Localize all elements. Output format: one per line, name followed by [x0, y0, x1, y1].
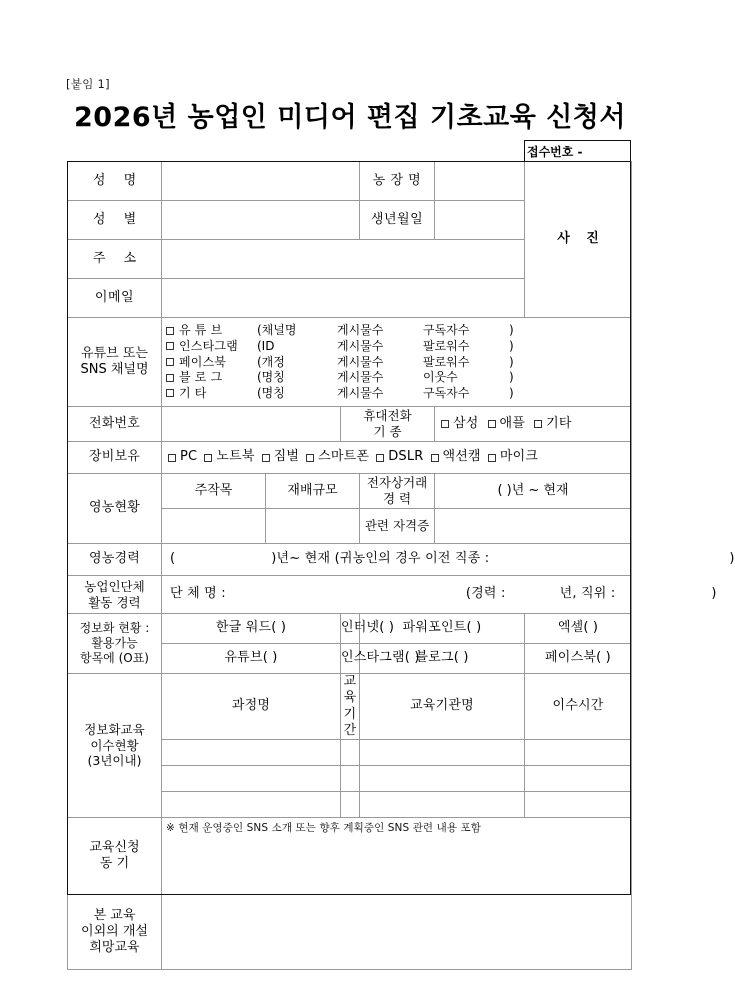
sns-channel-paren: (개정 [257, 354, 285, 369]
table-row-motivation [68, 818, 632, 895]
field-related-certificate[interactable] [435, 509, 632, 544]
label-education-line3: (3년이내) [87, 753, 142, 769]
career-suffix: ) [729, 551, 735, 567]
checkbox-icon[interactable] [431, 454, 439, 462]
sns-channel-item[interactable] [166, 354, 631, 370]
phone-model-option-label: 애플 [499, 415, 526, 431]
career-mid: )년~ 현재 (귀농인의 경우 이전 직종 : [271, 551, 490, 567]
receipt-number-label: 접수번호 - [527, 144, 583, 159]
label-other-wish [68, 895, 162, 970]
attachment-tag: [붙임 1] [66, 77, 110, 91]
application-form-table [67, 161, 735, 970]
informatization-item[interactable]: 유튜브( ) [162, 644, 341, 674]
field-address[interactable] [162, 240, 525, 279]
equipment-option[interactable] [488, 449, 538, 465]
label-ecommerce-line2: 경 력 [382, 491, 412, 506]
sns-channel-paren: (ID [257, 338, 275, 353]
label-email: 이메일 [68, 279, 162, 318]
label-education-history [68, 674, 162, 818]
field-phone[interactable] [162, 407, 341, 442]
label-gender: 성 별 [68, 201, 162, 240]
field-organization[interactable] [162, 576, 717, 614]
organization-detail-year: 년, 직위 : [559, 586, 616, 602]
checkbox-icon[interactable] [441, 420, 449, 428]
table-row-other-wish [68, 895, 632, 970]
header-education-period: 교육기간 [341, 674, 360, 740]
field-birthdate[interactable] [435, 201, 525, 240]
label-informatization-line2: 활용가능 [91, 636, 138, 650]
sns-channel-posts: 게시물수 [337, 338, 384, 353]
receipt-number-box [524, 140, 631, 161]
table-row-farming-career [68, 544, 632, 576]
sns-channel-close: ) [509, 370, 514, 385]
label-related-certificate: 관련 자격증 [360, 509, 435, 544]
sns-channel-metric: 팔로워수 [423, 354, 470, 369]
field-farming-career[interactable] [162, 544, 735, 576]
informatization-item[interactable]: 페이스북( ) [525, 644, 632, 674]
sns-channel-list [162, 319, 631, 405]
checkbox-icon[interactable] [262, 454, 270, 462]
career-prefix: ( [170, 551, 176, 567]
equipment-option[interactable] [204, 449, 254, 465]
table-row-phone [68, 407, 632, 442]
label-other-wish-line3: 희망교육 [89, 940, 140, 956]
sns-channel-metric: 구독자수 [423, 323, 470, 338]
phone-model-option[interactable] [441, 416, 479, 432]
sns-channel-paren: (명칭 [257, 370, 285, 385]
checkbox-icon[interactable] [166, 342, 174, 350]
organization-detail-close: ) [711, 586, 717, 602]
label-farming-career: 영농경력 [68, 544, 162, 576]
phone-model-option-label: 삼성 [453, 415, 479, 431]
label-phone-model [341, 407, 435, 442]
header-institution-name: 교육기관명 [360, 674, 525, 740]
organization-text [162, 583, 717, 605]
sns-channel-posts: 게시물수 [337, 370, 384, 385]
phone-model-options-cell [435, 407, 632, 442]
label-ecommerce-career [360, 474, 435, 509]
cell-institution-name[interactable] [360, 740, 525, 766]
sns-channel-posts: 게시물수 [337, 385, 384, 400]
sns-channel-paren: (채널명 [257, 323, 297, 338]
label-education-line2: 이수현황 [90, 737, 139, 753]
equipment-option[interactable] [306, 449, 369, 465]
sns-channel-name: 인스타그램 [179, 338, 238, 353]
checkbox-icon[interactable] [306, 454, 314, 462]
label-organization [68, 576, 162, 614]
equipment-options [162, 449, 631, 465]
label-ecommerce-line1: 전자상거래 [366, 475, 428, 491]
label-phone: 전화번호 [68, 407, 162, 442]
field-main-crop[interactable] [162, 509, 266, 544]
field-ecommerce-career[interactable]: ( )년 ~ 현재 [435, 474, 632, 509]
sns-channel-metric: 이웃수 [423, 370, 458, 385]
checkbox-icon[interactable] [166, 389, 174, 397]
cell-course-name[interactable] [162, 740, 341, 766]
sns-channel-item[interactable] [166, 385, 631, 401]
label-organization-line1: 농업인단체 [84, 578, 145, 594]
checkbox-icon[interactable] [534, 420, 542, 428]
sns-channel-item[interactable] [166, 339, 631, 355]
checkbox-icon[interactable] [166, 358, 174, 366]
checkbox-icon[interactable] [166, 374, 174, 382]
informatization-item[interactable]: 엑셀( ) [525, 614, 632, 644]
label-other-wish-line2: 이외의 개설 [81, 923, 148, 939]
field-motivation[interactable] [162, 818, 632, 895]
label-informatization-line1: 정보화 현황 : [79, 621, 150, 635]
label-name: 성 명 [68, 162, 162, 201]
header-main-crop: 주작목 [162, 474, 266, 509]
cell-completed-hours[interactable] [525, 740, 632, 766]
checkbox-icon[interactable] [204, 454, 212, 462]
photo-cell[interactable]: 사 진 [525, 162, 632, 318]
sns-channel-close: ) [509, 323, 514, 338]
checkbox-icon[interactable] [168, 454, 176, 462]
equipment-option-label: PC [180, 449, 198, 465]
label-phone-model-line1: 휴대전화 [363, 408, 412, 424]
motivation-note: ※ 현재 운영중인 SNS 소개 또는 향후 계획중인 SNS 관련 내용 포함 [166, 822, 482, 834]
cell-completed-hours[interactable] [525, 766, 632, 792]
field-cultivation-scale[interactable] [266, 509, 360, 544]
sns-channel-name: 기 타 [179, 385, 207, 400]
field-other-wish[interactable] [162, 895, 632, 970]
cell-education-period[interactable] [341, 792, 360, 818]
sns-channel-item[interactable] [166, 370, 631, 386]
equipment-option[interactable] [431, 449, 481, 465]
table-row-organization [68, 576, 632, 614]
sns-channel-item[interactable] [166, 323, 631, 339]
sns-channel-posts: 게시물수 [337, 323, 384, 338]
equipment-option-label: DSLR [388, 449, 424, 465]
sns-channel-name: 블 로 그 [179, 370, 223, 385]
label-other-wish-line1: 본 교육 [93, 907, 136, 923]
equipment-option-label: 노트북 [216, 449, 255, 465]
phone-model-option[interactable] [488, 416, 526, 432]
cell-education-period[interactable] [341, 766, 360, 792]
label-farming-status: 영농현황 [68, 474, 162, 544]
label-informatization-line3: 항목에 (O표) [80, 651, 149, 665]
cell-education-period[interactable] [341, 740, 360, 766]
organization-name-label: 단 체 명 : [170, 586, 226, 602]
header-course-name: 과정명 [162, 674, 341, 740]
header-completed-hours: 이수시간 [525, 674, 632, 740]
sns-channel-metric: 팔로워수 [423, 338, 470, 353]
cell-completed-hours[interactable] [525, 792, 632, 818]
informatization-item[interactable]: 한글 워드( ) [162, 614, 341, 644]
equipment-options-cell [162, 442, 632, 474]
table-row-sns [68, 318, 632, 407]
label-motivation-line2: 동 기 [99, 856, 130, 871]
label-motivation [68, 818, 162, 895]
informatization-item[interactable]: 파워포인트( ) [360, 614, 525, 644]
sns-channel-paren: (명칭 [257, 385, 285, 400]
table-row-education-header [68, 674, 632, 740]
label-informatization [68, 614, 162, 674]
phone-model-options [435, 416, 631, 432]
informatization-item[interactable]: 인터넷( ) [341, 614, 360, 644]
table-row-equipment [68, 442, 632, 474]
sns-channel-metric: 구독자수 [423, 385, 470, 400]
page-title: 2026년 농업인 미디어 편집 기초교육 신청서 [74, 102, 626, 133]
checkbox-icon[interactable] [166, 327, 174, 335]
label-birthdate: 생년월일 [360, 201, 435, 240]
equipment-option[interactable] [168, 449, 197, 465]
field-email[interactable] [162, 279, 525, 318]
sns-channel-name: 페이스북 [179, 354, 227, 369]
sns-channel-close: ) [509, 338, 514, 353]
field-name[interactable] [162, 162, 360, 201]
informatization-item[interactable]: 블로그( ) [360, 644, 525, 674]
farming-career-text [162, 548, 735, 570]
table-row-informatization-1 [68, 614, 632, 644]
sns-channel-cell [162, 318, 632, 407]
field-gender[interactable] [162, 201, 360, 240]
equipment-option-label: 스마트폰 [318, 449, 370, 465]
label-sns-line2: SNS 채널명 [80, 362, 149, 377]
equipment-option-label: 마이크 [499, 449, 539, 465]
label-phone-model-line2: 기 종 [373, 424, 402, 439]
header-cultivation-scale: 재배규모 [266, 474, 360, 509]
equipment-option[interactable] [262, 449, 300, 465]
label-sns-line1: 유튜브 또는 [81, 345, 148, 361]
sns-channel-close: ) [509, 354, 514, 369]
sns-channel-posts: 게시물수 [337, 354, 384, 369]
equipment-option-label: 액션캠 [442, 449, 481, 465]
label-organization-line2: 활동 경력 [88, 594, 141, 610]
checkbox-icon[interactable] [376, 454, 384, 462]
checkbox-icon[interactable] [488, 420, 496, 428]
label-farm-name: 농 장 명 [360, 162, 435, 201]
cell-institution-name[interactable] [360, 766, 525, 792]
checkbox-icon[interactable] [488, 454, 496, 462]
label-equipment: 장비보유 [68, 442, 162, 474]
cell-course-name[interactable] [162, 766, 341, 792]
label-sns-channel [68, 318, 162, 407]
organization-detail-open: (경력 : [465, 586, 506, 602]
label-address: 주 소 [68, 240, 162, 279]
equipment-option-label: 짐벌 [273, 449, 300, 465]
cell-institution-name[interactable] [360, 792, 525, 818]
phone-model-option[interactable] [534, 416, 572, 432]
label-education-line1: 정보화교육 [84, 722, 145, 738]
sns-channel-close: ) [509, 385, 514, 400]
informatization-item[interactable]: 인스타그램( ) [341, 644, 360, 674]
label-motivation-line1: 교육신청 [89, 839, 140, 855]
field-farm-name[interactable] [435, 162, 525, 201]
table-row-name [68, 162, 632, 201]
sns-channel-name: 유 튜 브 [179, 323, 223, 338]
table-row-farming-1 [68, 474, 632, 509]
cell-course-name[interactable] [162, 792, 341, 818]
phone-model-option-label: 기타 [546, 415, 572, 431]
equipment-option[interactable] [376, 449, 423, 465]
